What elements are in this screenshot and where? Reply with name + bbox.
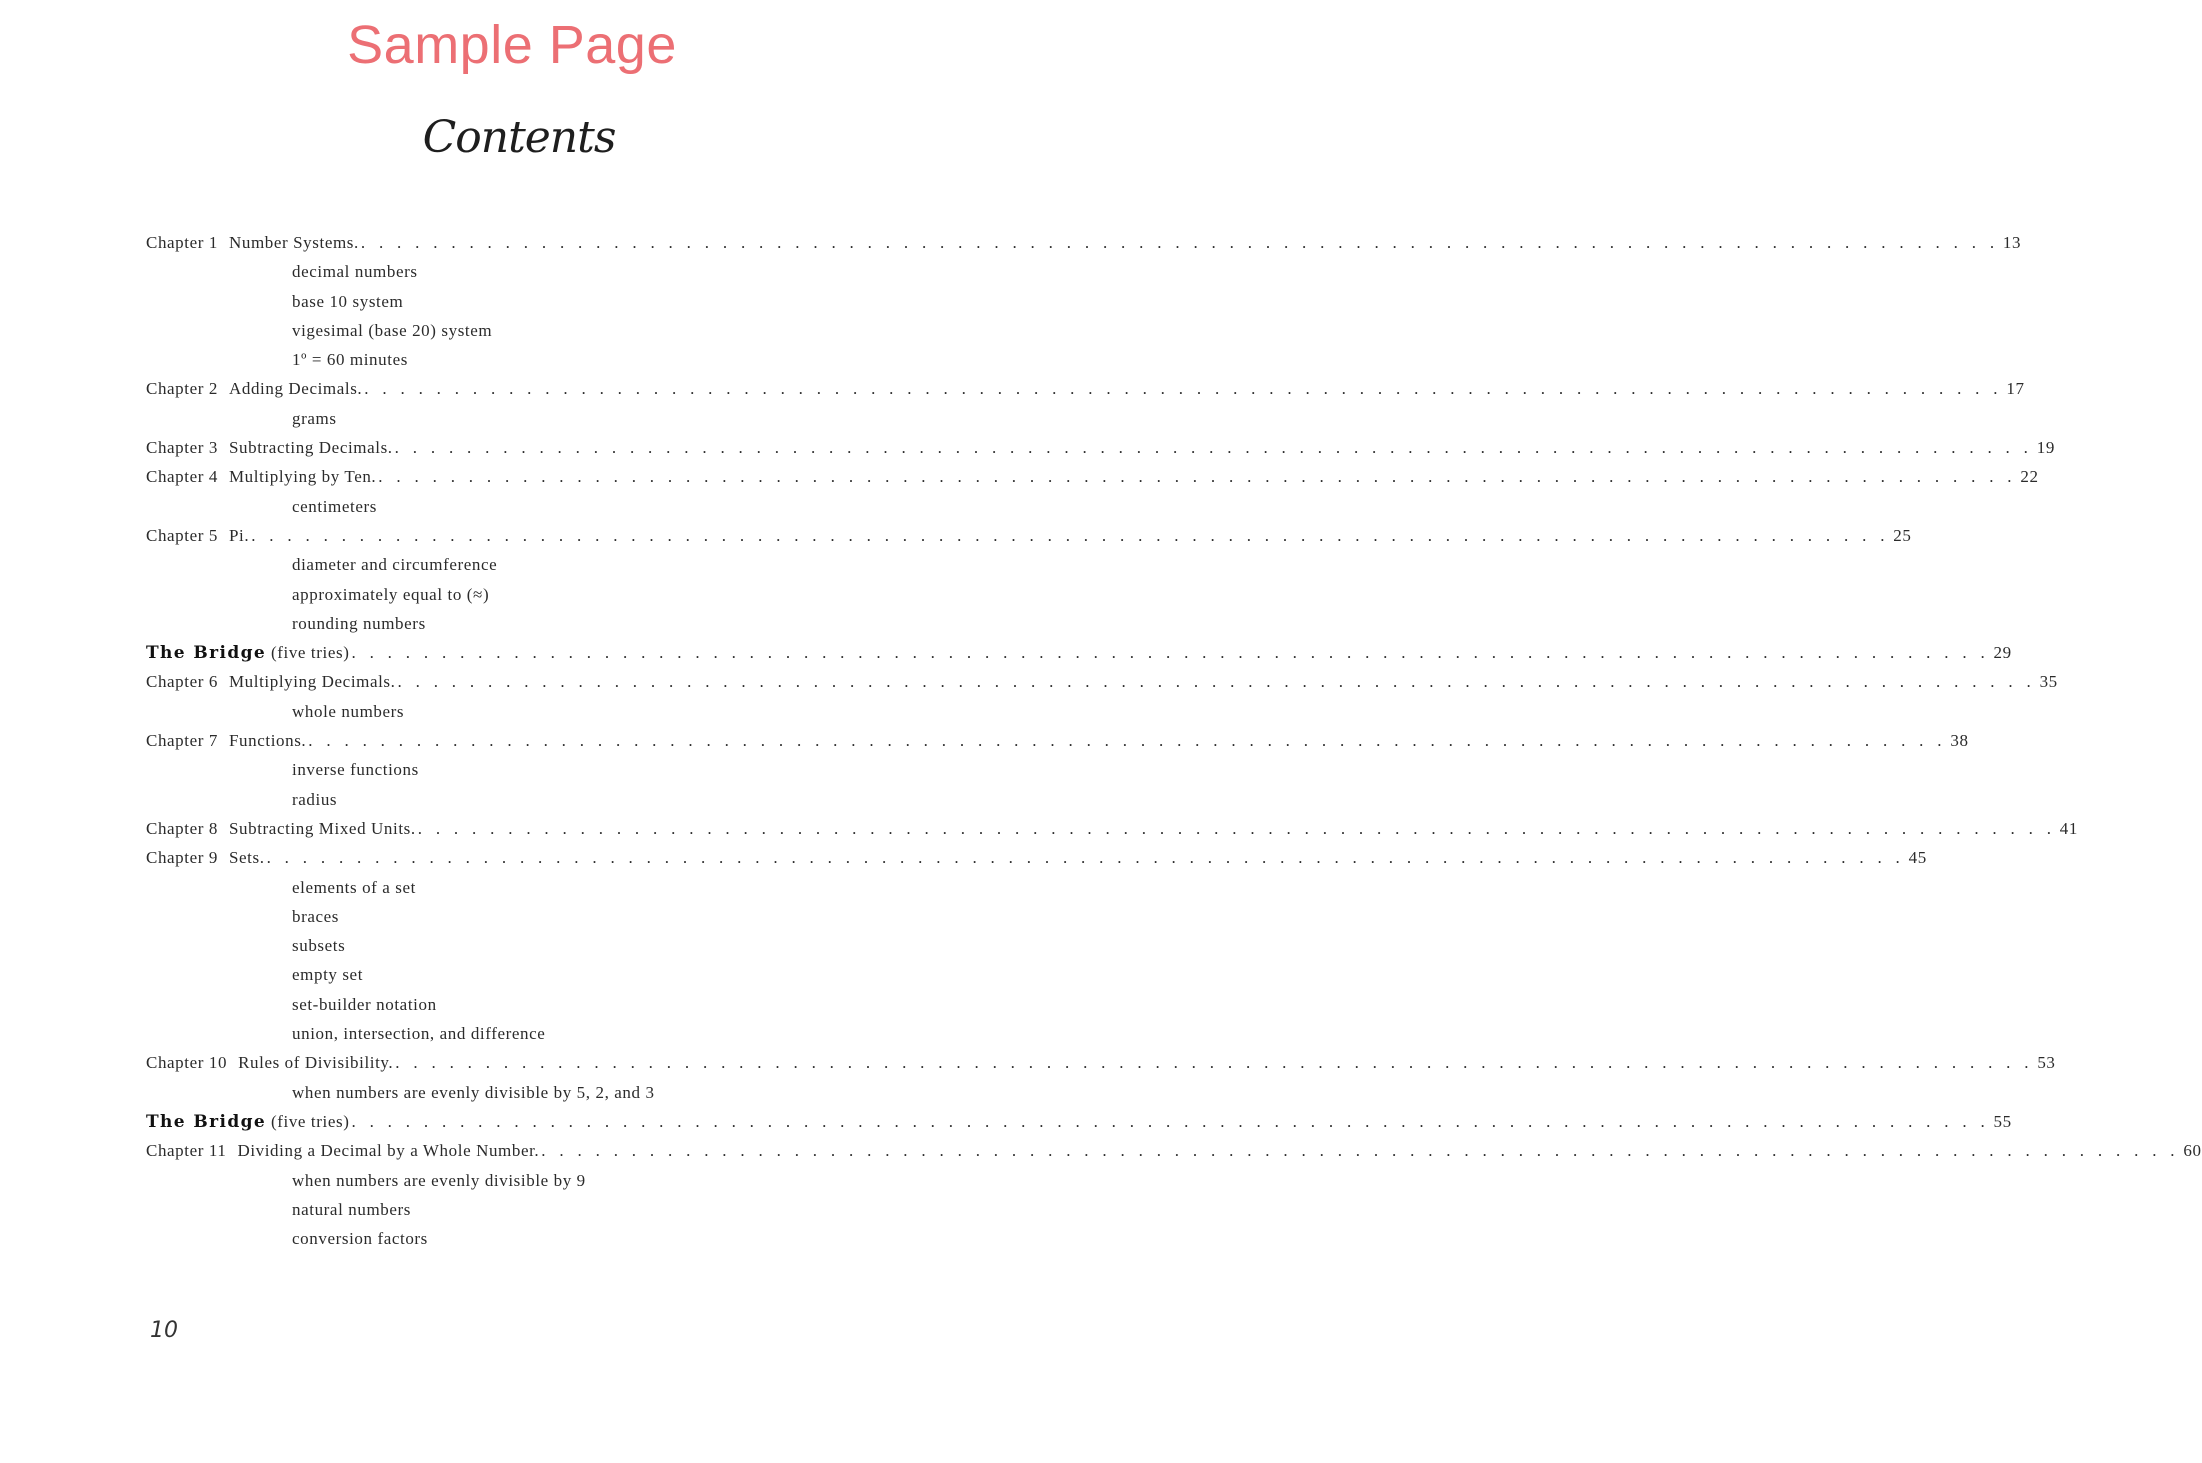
chapter-title: Adding Decimals. bbox=[228, 379, 363, 399]
toc-subtopic: rounding numbers bbox=[292, 613, 426, 633]
chapter-title: Rules of Divisibility. bbox=[238, 1053, 394, 1073]
toc-page-number: 19 bbox=[2036, 438, 2055, 458]
toc-entry-label bbox=[146, 638, 349, 668]
toc-entry-label bbox=[146, 228, 359, 257]
toc-subtopic: when numbers are evenly divisible by 9 bbox=[292, 1170, 586, 1190]
toc-subtopic: grams bbox=[292, 408, 337, 428]
toc-subtopic: 1º = 60 minutes bbox=[292, 350, 408, 370]
toc-subtopic: subsets bbox=[292, 936, 346, 956]
toc-page-number: 60 bbox=[2183, 1141, 2202, 1161]
toc-subtopic: vigesimal (base 20) system bbox=[292, 320, 493, 340]
toc-subtopic: braces bbox=[292, 906, 340, 926]
chapter-title: Functions. bbox=[228, 731, 307, 751]
toc-subtopic: approximately equal to (≈) bbox=[292, 584, 490, 604]
toc-entry-label bbox=[146, 374, 362, 403]
chapter-title: Number Systems. bbox=[228, 233, 359, 252]
toc-page-number: 22 bbox=[2020, 467, 2039, 487]
chapter-number: Chapter 8 bbox=[146, 818, 218, 838]
toc-chapter-entry bbox=[146, 433, 2055, 462]
chapter-number: Chapter 7 bbox=[146, 731, 218, 751]
dot-leader: . . . . . . . . . . . . . . . . . . . . . . . . . . . . . . . . . . . . . . . . . . . . . . . . . . . . . . . . . . . . . . . . . . . . . . . . . . . . . . . . . . . . . . . . . . . bbox=[266, 848, 1905, 868]
chapter-title: Pi. bbox=[228, 525, 250, 545]
toc-bridge-entry bbox=[146, 638, 2012, 667]
toc-subtopic: natural numbers bbox=[292, 1199, 411, 1219]
toc-entry-label bbox=[146, 667, 396, 696]
chapter-number: Chapter 2 bbox=[146, 379, 218, 399]
toc-page-number: 53 bbox=[2037, 1053, 2056, 1073]
chapter-number: Chapter 9 bbox=[146, 848, 218, 868]
toc-subtopic: diameter and circumference bbox=[292, 555, 498, 575]
dot-leader: . . . . . . . . . . . . . . . . . . . . . . . . . . . . . . . . . . . . . . . . . . . . . . . . . . . . . . . . . . . . . . . . . . . . . . . . . . . . . . . . . . . . . . . . . . . bbox=[541, 1141, 2180, 1161]
toc-entry-label bbox=[146, 1048, 393, 1077]
toc-chapter-entry bbox=[146, 843, 1927, 872]
chapter-title: Subtracting Decimals. bbox=[228, 438, 393, 458]
toc-subtopic: union, intersection, and difference bbox=[292, 1024, 546, 1044]
chapter-title: Sets. bbox=[228, 848, 265, 868]
dot-leader: . . . . . . . . . . . . . . . . . . . . . . . . . . . . . . . . . . . . . . . . . . . . . . . . . . . . . . . . . . . . . . . . . . . . . . . . . . . . . . . . . . . . . . . . . . . bbox=[364, 379, 2003, 399]
dot-leader: . . . . . . . . . . . . . . . . . . . . . . . . . . . . . . . . . . . . . . . . . . . . . . . . . . . . . . . . . . . . . . . . . . . . . . . . . . . . . . . . . . . . . . . . . . . bbox=[378, 467, 2017, 487]
chapter-number: Chapter 6 bbox=[146, 672, 218, 692]
toc-chapter-entry bbox=[146, 374, 2025, 403]
toc-chapter-entry bbox=[146, 814, 2078, 843]
chapter-title: Subtracting Mixed Units. bbox=[228, 818, 416, 838]
chapter-title: (five tries) bbox=[270, 1111, 350, 1131]
toc-subtopic: centimeters bbox=[292, 496, 377, 516]
dot-leader: . . . . . . . . . . . . . . . . . . . . . . . . . . . . . . . . . . . . . . . . . . . . . . . . . . . . . . . . . . . . . . . . . . . . . . . . . . . . . . . . . . . . . . . . . . . bbox=[360, 233, 1999, 252]
toc-page-number: 41 bbox=[2059, 818, 2078, 838]
chapter-number: Chapter 3 bbox=[146, 438, 218, 458]
chapter-title: (five tries) bbox=[270, 643, 350, 663]
dot-leader: . . . . . . . . . . . . . . . . . . . . . . . . . . . . . . . . . . . . . . . . . . . . . . . . . . . . . . . . . . . . . . . . . . . . . . . . . . . . . . . . . . . . . . . . . . . bbox=[251, 525, 1890, 545]
toc-page-number: 17 bbox=[2006, 379, 2025, 399]
chapter-number: Chapter 5 bbox=[146, 525, 218, 545]
toc-chapter-entry bbox=[146, 228, 2022, 257]
toc-page-number: 35 bbox=[2039, 672, 2058, 692]
toc-page-number: 13 bbox=[2002, 233, 2022, 252]
chapter-number: Chapter 10 bbox=[146, 1053, 228, 1073]
bridge-label: The Bridge bbox=[146, 643, 267, 664]
toc-entry-label bbox=[146, 462, 376, 491]
toc-entry-label bbox=[146, 843, 265, 872]
toc-chapter-entry bbox=[146, 462, 2039, 491]
chapter-number: Chapter 11 bbox=[146, 1141, 227, 1161]
dot-leader: . . . . . . . . . . . . . . . . . . . . . . . . . . . . . . . . . . . . . . . . . . . . . . . . . . . . . . . . . . . . . . . . . . . . . . . . . . . . . . . . . . . . . . . . . . . bbox=[351, 1111, 1990, 1131]
toc-entry-label bbox=[146, 814, 416, 843]
toc-entry-label bbox=[146, 726, 306, 755]
table-of-contents bbox=[146, 228, 2202, 1253]
toc-page-number: 55 bbox=[1993, 1111, 2012, 1131]
toc-subtopic: conversion factors bbox=[292, 1229, 428, 1249]
toc-subtopic: base 10 system bbox=[292, 291, 404, 311]
sample-page-watermark: Sample Page bbox=[347, 15, 677, 75]
toc-bridge-entry bbox=[146, 1107, 2012, 1136]
toc-chapter-entry bbox=[146, 726, 1969, 755]
bridge-label: The Bridge bbox=[146, 1111, 267, 1132]
dot-leader: . . . . . . . . . . . . . . . . . . . . . . . . . . . . . . . . . . . . . . . . . . . . . . . . . . . . . . . . . . . . . . . . . . . . . . . . . . . . . . . . . . . . . . . . . . . bbox=[397, 672, 2036, 692]
dot-leader: . . . . . . . . . . . . . . . . . . . . . . . . . . . . . . . . . . . . . . . . . . . . . . . . . . . . . . . . . . . . . . . . . . . . . . . . . . . . . . . . . . . . . . . . . . . bbox=[394, 438, 2033, 458]
toc-subtopic: when numbers are evenly divisible by 5, 2, and 3 bbox=[292, 1082, 655, 1102]
toc-page-number: 29 bbox=[1993, 643, 2012, 663]
chapter-title: Multiplying Decimals. bbox=[228, 672, 396, 692]
toc-chapter-entry bbox=[146, 1048, 2056, 1077]
chapter-number: Chapter 4 bbox=[146, 467, 218, 487]
toc-subtopic: inverse functions bbox=[292, 760, 419, 780]
toc-chapter-entry bbox=[146, 521, 1912, 550]
chapter-title: Multiplying by Ten. bbox=[228, 467, 377, 487]
toc-entry-label bbox=[146, 1107, 349, 1137]
toc-chapter-entry bbox=[146, 667, 2058, 696]
toc-subtopic: radius bbox=[292, 789, 338, 809]
toc-subtopic: elements of a set bbox=[292, 877, 416, 897]
toc-page-number: 45 bbox=[1908, 848, 1927, 868]
toc-subtopic: set-builder notation bbox=[292, 994, 437, 1014]
toc-page-number: 38 bbox=[1950, 731, 1969, 751]
dot-leader: . . . . . . . . . . . . . . . . . . . . . . . . . . . . . . . . . . . . . . . . . . . . . . . . . . . . . . . . . . . . . . . . . . . . . . . . . . . . . . . . . . . . . . . . . . . bbox=[308, 731, 1947, 751]
toc-subtopic: empty set bbox=[292, 965, 364, 985]
toc-entry-label bbox=[146, 1136, 539, 1165]
dot-leader: . . . . . . . . . . . . . . . . . . . . . . . . . . . . . . . . . . . . . . . . . . . . . . . . . . . . . . . . . . . . . . . . . . . . . . . . . . . . . . . . . . . . . . . . . . . bbox=[351, 643, 1990, 663]
chapter-number: Chapter 1 bbox=[146, 233, 218, 252]
toc-entry-label bbox=[146, 521, 249, 550]
toc-chapter-entry bbox=[146, 1136, 2202, 1165]
page-number: 10 bbox=[150, 1318, 178, 1343]
chapter-title: Dividing a Decimal by a Whole Number. bbox=[237, 1141, 540, 1161]
contents-heading: Contents bbox=[422, 112, 616, 163]
dot-leader: . . . . . . . . . . . . . . . . . . . . . . . . . . . . . . . . . . . . . . . . . . . . . . . . . . . . . . . . . . . . . . . . . . . . . . . . . . . . . . . . . . . . . . . . . . . bbox=[417, 818, 2056, 838]
toc-page-number: 25 bbox=[1893, 525, 1912, 545]
dot-leader: . . . . . . . . . . . . . . . . . . . . . . . . . . . . . . . . . . . . . . . . . . . . . . . . . . . . . . . . . . . . . . . . . . . . . . . . . . . . . . . . . . . . . . . . . . . bbox=[395, 1053, 2034, 1073]
toc-entry-label bbox=[146, 433, 393, 462]
toc-subtopic: decimal numbers bbox=[292, 262, 418, 282]
toc-subtopic: whole numbers bbox=[292, 701, 405, 721]
